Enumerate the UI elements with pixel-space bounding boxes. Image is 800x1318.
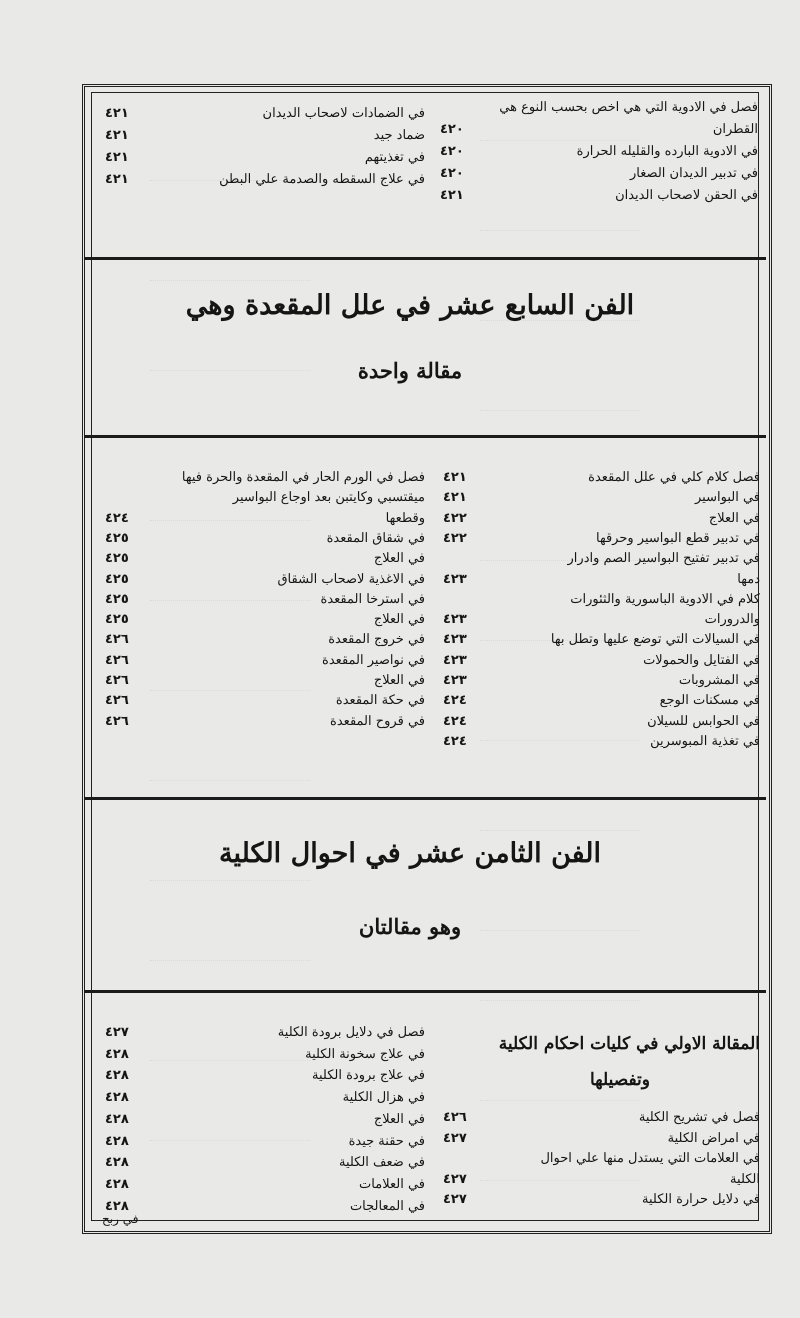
toc-entry-text: فصل في تشريح الكلية <box>638 1110 760 1125</box>
toc-entry-text: في المعالجات <box>349 1198 425 1214</box>
toc-entry-text: في البواسير <box>695 490 760 506</box>
toc-entry-text: فصل في دلايل برودة الكلية <box>277 1025 425 1040</box>
toc-entry-page: ٤٢١ <box>440 188 464 203</box>
toc-entry-text: في خروج المقعدة <box>328 632 425 648</box>
toc-entry-page: ٤٢٦ <box>105 652 129 668</box>
toc-entry-page: ٤٢١ <box>443 490 467 506</box>
toc-entry-text: في تدبير قطع البواسير وحرقها <box>596 530 760 546</box>
toc-entry-page: ٤٢١ <box>105 128 129 143</box>
toc-entry-page: ٤٢٨ <box>105 1111 129 1127</box>
toc-entry-page: ٤٢٦ <box>105 713 129 729</box>
toc-entry-text: دمها <box>737 571 760 587</box>
toc-entry-page: ٤٢٠ <box>440 166 464 181</box>
toc-entry-text: ضماد جيد <box>373 128 425 143</box>
toc-entry-text: في العلاج <box>708 510 760 526</box>
toc-entry-text: في علاج سخونة الكلية <box>305 1046 425 1062</box>
toc-entry-page: ٤٢٧ <box>443 1192 467 1207</box>
toc-entry-text: في الضمادات لاصحاب الديدان <box>262 106 425 121</box>
toc-entry-text: في تغذيتهم <box>364 150 425 165</box>
separator <box>84 257 766 260</box>
toc-entry-text: في العلامات التي يستدل منها علي احوال <box>540 1151 760 1166</box>
separator <box>84 435 766 438</box>
toc-entry-page: ٤٢١ <box>105 172 129 187</box>
toc-entry-page: ٤٢٤ <box>443 693 467 709</box>
toc-entry-page: ٤٢٤ <box>105 510 129 526</box>
toc-entry-page: ٤٢٥ <box>105 530 129 546</box>
toc-entry-page: ٤٢٢ <box>443 530 467 546</box>
toc-entry-text: فصل في الورم الحار في المقعدة والحرة فيها <box>181 470 425 485</box>
toc-entry-page: ٤٢٨ <box>105 1090 129 1106</box>
toc-entry-page: ٤٢٦ <box>105 632 129 648</box>
toc-entry-page: ٤٢٦ <box>105 693 129 709</box>
toc-entry-text: في تدبير الديدان الصغار <box>630 166 758 181</box>
toc-entry-text: في تغذية المبوسرين <box>650 733 760 749</box>
toc-entry-text: في نواصير المقعدة <box>322 652 425 668</box>
part17-title: الفن السابع عشر في علل المقعدة وهي <box>185 290 635 321</box>
toc-entry-text: الكلية <box>730 1171 760 1187</box>
toc-entry-text: في الادوية البارده والقليله الحرارة <box>576 144 758 159</box>
toc-entry-page: ٤٢٨ <box>105 1198 129 1214</box>
toc-entry-text: في حكة المقعدة <box>335 693 425 709</box>
toc-entry-text: في الاغذية لاصحاب الشقاق <box>277 571 425 587</box>
toc-entry-page: ٤٢٥ <box>105 591 129 607</box>
toc-entry-text: وقطعها <box>385 510 425 526</box>
toc-entry-text: في الفتايل والحمولات <box>643 652 760 668</box>
toc-entry-page: ٤٢١ <box>105 150 129 165</box>
toc-entry-page: ٤٢٢ <box>443 510 467 526</box>
separator <box>84 990 766 993</box>
part18-subtitle: وهو مقالتان <box>358 914 462 939</box>
toc-entry-page: ٤٢٦ <box>105 673 129 688</box>
toc-entry-page: ٤٢٠ <box>440 122 464 137</box>
toc-entry-text: في علاج برودة الكلية <box>312 1068 425 1084</box>
toc-entry-text: في امراض الكلية <box>667 1130 760 1146</box>
toc-entry-page: ٤٢٣ <box>443 612 467 628</box>
toc-entry-page: ٤٢١ <box>105 106 129 121</box>
toc-entry-text: في العلاج <box>373 673 425 688</box>
toc-entry-page: ٤٢٨ <box>105 1155 129 1171</box>
toc-entry-page: ٤٢٧ <box>443 1130 467 1146</box>
toc-entry-text: في ضعف الكلية <box>338 1155 425 1171</box>
toc-entry-page: ٤٢٨ <box>105 1133 129 1149</box>
toc-entry-page: ٤٢٠ <box>440 144 464 159</box>
toc-entry-text: في قروح المقعدة <box>330 713 425 729</box>
toc-entry-text: في السيالات التي توضع عليها وتطل بها <box>550 632 760 648</box>
part18-section-heading: المقالة الاولي في كليات احكام الكلية <box>498 1034 760 1054</box>
toc-entry-text: كلام في الادوية الباسورية والثئورات <box>570 591 760 607</box>
toc-entry-text: في استرخا المقعدة <box>320 591 425 607</box>
toc-entry-page: ٤٢٨ <box>105 1068 129 1084</box>
part17-subtitle: مقالة واحدة <box>357 358 463 383</box>
toc-entry-text: في العلامات <box>359 1176 425 1192</box>
toc-entry-page: ٤٢٨ <box>105 1046 129 1062</box>
toc-entry-text: في المشروبات <box>678 673 760 688</box>
toc-entry-page: ٤٢٥ <box>105 612 129 628</box>
toc-entry-text: في تدبير تفتيح البواسير الصم وادرار <box>567 551 760 567</box>
toc-entry-page: ٤٢٥ <box>105 571 129 587</box>
separator <box>84 797 766 800</box>
toc-entry-text: في العلاج <box>373 1111 425 1127</box>
toc-entry-text: ميقتسبي وكايتبن بعد اوجاع البواسير <box>232 490 425 506</box>
toc-entry-page: ٤٢٧ <box>443 1171 467 1187</box>
toc-entry-text: في حقنة جيدة <box>348 1133 425 1149</box>
toc-entry-page: ٤٢٦ <box>443 1110 467 1125</box>
toc-entry-text: فصل كلام كلي في علل المقعدة <box>588 470 760 485</box>
page-footer-catchword: في ربح <box>102 1212 139 1226</box>
toc-entry-text: في الحقن لاصحاب الديدان <box>615 188 758 203</box>
toc-entry-text: في الحوابس للسيلان <box>647 713 760 729</box>
toc-entry-page: ٤٢٥ <box>105 551 129 567</box>
toc-entry-text: القطران <box>712 122 758 137</box>
toc-entry-page: ٤٢١ <box>443 470 467 485</box>
toc-entry-text: في العلاج <box>373 551 425 567</box>
toc-entry-text: في مسكنات الوجع <box>659 693 760 709</box>
toc-entry-page: ٤٢٣ <box>443 632 467 648</box>
part18-section-heading-cont: وتفصيلها <box>589 1070 650 1090</box>
toc-entry-page: ٤٢٨ <box>105 1176 129 1192</box>
toc-entry-page: ٤٢٣ <box>443 571 467 587</box>
toc-entry-page: ٤٢٣ <box>443 652 467 668</box>
toc-entry-page: ٤٢٤ <box>443 713 467 729</box>
toc-entry-text: في شقاق المقعدة <box>326 530 425 546</box>
toc-entry-page: ٤٢٧ <box>105 1025 129 1040</box>
toc-entry-text: في العلاج <box>373 612 425 628</box>
toc-entry-page: ٤٢٣ <box>443 673 467 688</box>
toc-entry-text: في علاج السقطه والصدمة علي البطن <box>219 172 425 187</box>
toc-entry-text: في دلايل حرارة الكلية <box>642 1192 760 1207</box>
toc-entry-text: والدرورات <box>704 612 760 628</box>
part18-title: الفن الثامن عشر في احوال الكلية <box>218 838 602 869</box>
toc-entry-text: فصل في الادوية التي هي اخص بحسب النوع هي <box>499 100 758 115</box>
toc-entry-page: ٤٢٤ <box>443 733 467 749</box>
toc-entry-text: في هزال الكلية <box>342 1090 425 1106</box>
